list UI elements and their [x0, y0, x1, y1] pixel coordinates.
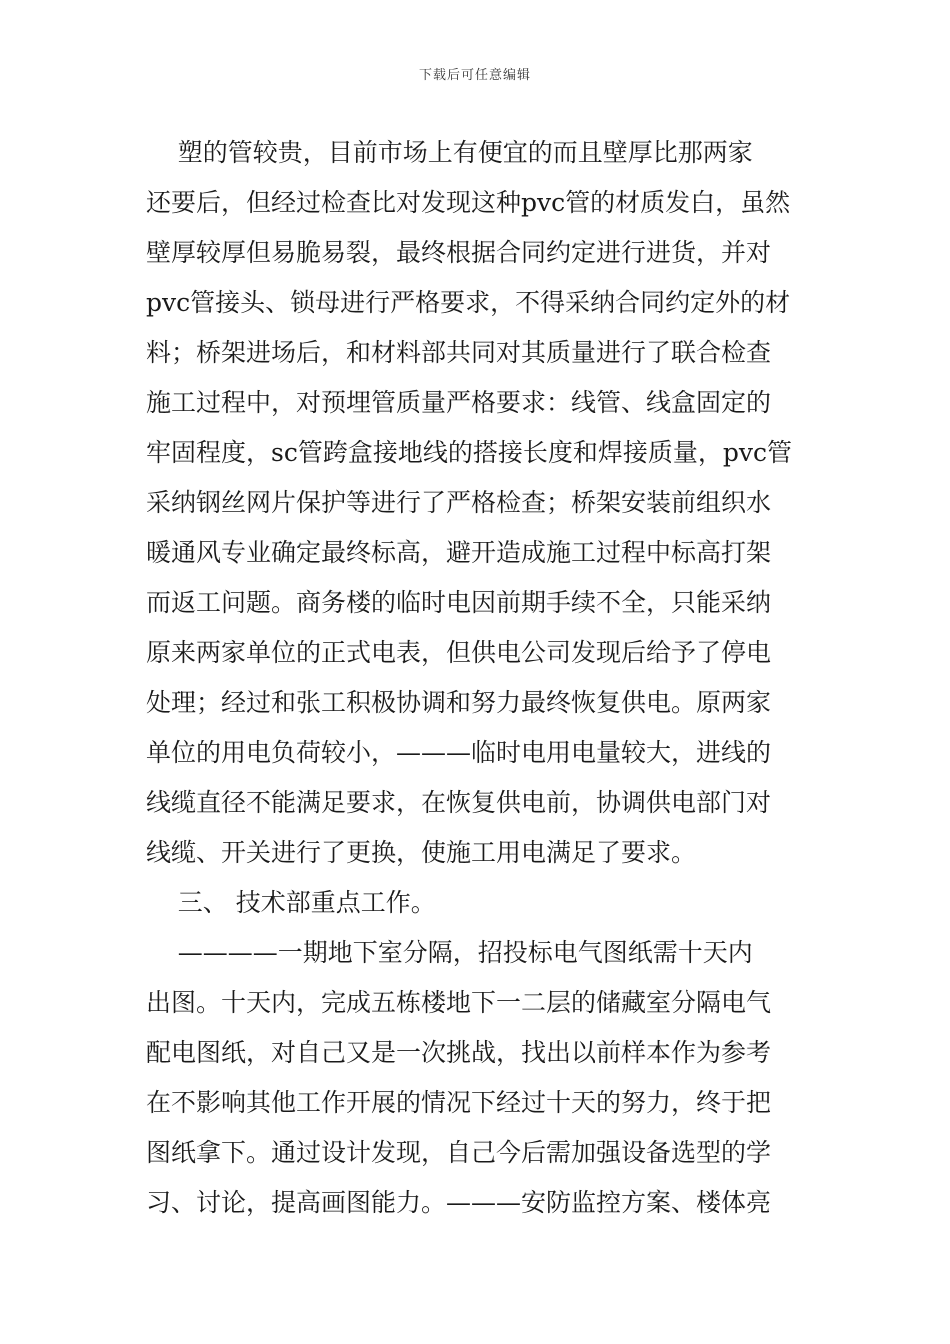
text-line: 壁厚较厚但易脆易裂，最终根据合同约定进行进货，并对: [146, 238, 772, 267]
text-line: ————一期地下室分隔，招投标电气图纸需十天内: [146, 938, 753, 967]
text-line: 配电图纸，对自己又是一次挑战，找出以前样本作为参考: [146, 1038, 772, 1067]
text-line: 料；桥架进场后，和材料部共同对其质量进行了联合检查: [146, 338, 772, 367]
text-line: 在不影响其他工作开展的情况下经过十天的努力，终于把: [146, 1088, 772, 1117]
text-line: 而返工问题。商务楼的临时电因前期手续不全，只能采纳: [146, 588, 772, 617]
header-note: 下载后可任意编辑: [418, 68, 531, 83]
text-line: 施工过程中，对预埋管质量严格要求：线管、线盒固定的: [146, 388, 772, 417]
text-line: 习、讨论，提高画图能力。———安防监控方案、楼体亮: [146, 1188, 772, 1217]
text-line: 线缆直径不能满足要求，在恢复供电前，协调供电部门对: [146, 788, 772, 817]
text-line: 线缆、开关进行了更换，使施工用电满足了要求。: [146, 838, 697, 867]
text-line: 暖通风专业确定最终标高，避开造成施工过程中标高打架: [146, 538, 772, 567]
document-body: [146, 128, 816, 1228]
text-line: 出图。十天内，完成五栋楼地下一二层的储藏室分隔电气: [146, 988, 772, 1017]
text-line: pvc管接头、锁母进行严格要求，不得采纳合同约定外的材: [146, 288, 791, 317]
text-line: 采纳钢丝网片保护等进行了严格检查；桥架安装前组织水: [146, 488, 772, 517]
text-line: 图纸拿下。通过设计发现，自己今后需加强设备选型的学: [146, 1138, 772, 1167]
text-line: 原来两家单位的正式电表，但供电公司发现后给予了停电: [146, 638, 772, 667]
text-line: 处理；经过和张工积极协调和努力最终恢复供电。原两家: [146, 688, 772, 717]
text-line: 单位的用电负荷较小，———临时电用电量较大，进线的: [146, 738, 772, 767]
text-line: 还要后，但经过检查比对发现这种pvc管的材质发白，虽然: [146, 188, 791, 217]
text-line: 塑的管较贵，目前市场上有便宜的而且壁厚比那两家: [146, 138, 753, 167]
section-heading: 三、 技术部重点工作。: [146, 888, 436, 917]
text-line: 牢固程度，sc管跨盒接地线的搭接长度和焊接质量，pvc管: [146, 438, 792, 467]
